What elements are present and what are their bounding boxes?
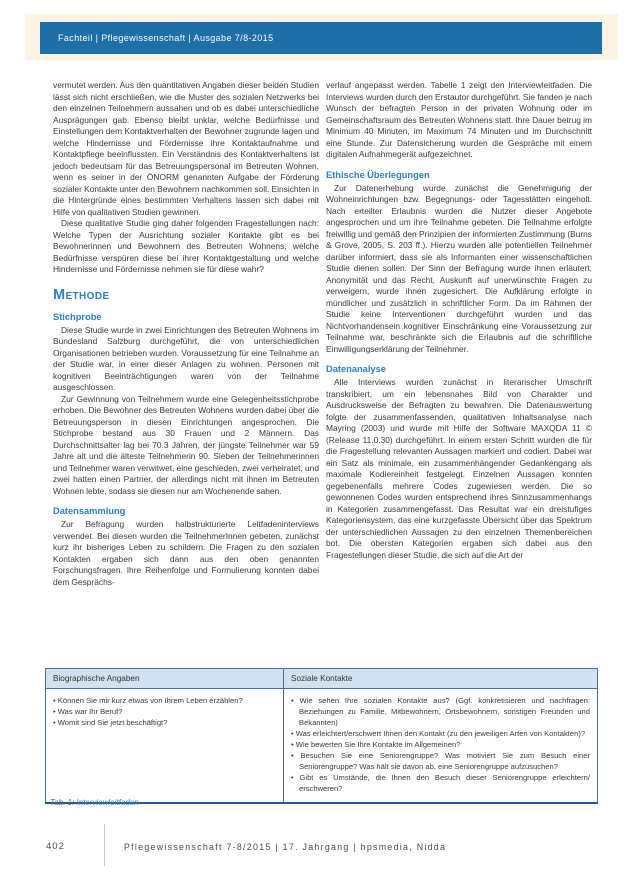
list-item: • Können Sie mir kurz etwas von Ihrem Leben erzählen? [53,695,276,706]
paragraph: Diese qualitative Studie ging daher folgenden Fragestellungen nach: Welche Typen der Ausrichtung sozialer Kontakte gibt es bei Bewohnerinnen und Bewohnern des Betreuten Wohnens, welche Bedürfnisse verspüren diese bei ihrer Kontaktgestaltung und welche Hindernisse und Fördernisse nehmen sie für diese wahr? [53,218,319,274]
footer-divider [104,824,105,866]
sub-heading-datenanalyse: Datenanalyse [326,364,386,374]
table-caption-label: Tab. 1: [50,798,75,807]
right-column [326,80,592,588]
left-column [53,80,319,588]
list-item: • Was war Ihr Beruf? [53,706,276,717]
sub-heading-datensammlung: Datensammlung [53,506,126,516]
paragraph: Zur Befragung wurden halbstrukturierte Leitfadeninterviews verwendet. Bei diesen wurden die TeilnehmerInnen gebeten, zunächst kurz ihr bisheriges Leben zu schildern. Die Fragen zu den sozialen Kontakten ergaben sich dann aus den oben genannten Forschungsfragen. Ihre Reihenfolge und Formulierung konnten dabei dem Gesprächs- [53,519,319,587]
table-header-row [46,669,598,689]
article-columns [53,80,592,588]
list-item: • Gibt es Umstände, die Ihnen den Besuch dieser Seniorengruppe erleichtern/ erschweren? [291,772,590,794]
paragraph: Alle Interviews wurden zunächst in literarischer Umschrift transkribiert, um ein lebensnahes Bild von Charakter und Ausdrucksweise der Befragten zu bewahren. Die Datenauswertung folgte der zusammenfassenden, qualitativen Inhaltsanalyse nach Mayring (2003) und wurde mit Hilfe der Software MAXQDA 11 © (Release 11.0.30) durchgeführt. In einem ersten Schritt wurden die für die Fragestellung relevanten Aussagen markiert und codiert. Dabei war ein Satz als minimale, ein zusammenhängender Gedankengang als maximale Kodiereinheit festgelegt. Einzelnen Aussagen konnten gegebenenfalls mehrere Codes zugewiesen werden. Die so gewonnenen Codes wurden entsprechend ihres Sinnzusammenhangs in Kategorien zusammengefasst. Das Resultat war ein dreistufiges Kategoriensystem, das eine kurzgefasste Übersicht über das Spektrum der unterschiedlichen Aussagen zu den einzelnen Themenbereichen bot. Die obersten Kategorien ergaben sich dabei aus den Fragestellungen dieser Studie, die sich auf die Art der [326,377,592,560]
list-item: • Was erleichtert/erschwert Ihnen den Kontakt (zu den jeweiligen Arten von Kontakten)? [291,728,590,739]
paragraph: Zur Gewinnung von Teilnehmern wurde eine Gelegenheitsstichprobe erhoben. Die Bewohner des Betreuten Wohnens wurden dabei über die Betreuungsperson in diesen Einrichtungen angesprochen. Die Stichprobe bestand aus 30 Frauen und 2 Männern. Das Durchschnittsalter lag bei 70.3 Jahren, der jüngste Teilnehmer war 59 Jahre alt und die älteste Teilnehmerin 90. Sieben der Teilnehmerinnen und Teilnehmer waren verwitwet, eine geschieden, zwei verheiratet, und zwei hatten einen Partner, der allerdings nicht mit ihnen im Betreuten Wohnen lebte, sodass sie diesen nur am Wochenende sahen. [53,393,319,496]
section-heading-methode: Methode [53,286,110,303]
table-header-soziale-kontakte: Soziale Kontakte [284,669,598,689]
table-caption-title: Interviewleitfaden [76,798,139,807]
table-caption [50,798,139,807]
header-bar-text: Fachteil | Pflegewissenschaft | Ausgabe 7/8-2015 [58,33,274,43]
interview-guide-table [45,668,598,804]
header-bar [40,22,602,54]
list-item: • Besuchen Sie eine Seniorengruppe? Was motiviert Sie zum Besuch einer Seniorengruppe? Was hält sie davon ab, eine Seniorengruppe aufzusuchen? [291,750,590,772]
paragraph: vermutet werden. Aus den quantitativen Angaben dieser beiden Studien lässt sich nicht erschließen, wie die Muster des sozialen Netzwerks bei den einzelnen Teilnehmern aussahen und ob es dabei unterschiedliche Ausprägungen gab. Ebenso bleibt unklar, welche Bedürfnisse und Einstellungen dem Kontaktverhalten der Bewohner zugrunde lagen und welche Hindernisse und Fördernisse ihre Kontaktaufnahme und Kontaktpflege beeinflussten. Ein Verständnis des Kontaktverhaltens ist jedoch bedeutsam für das Betreuungspersonal im Betreuten Wohnen, wenn es seiner in der ÖNORM genannten Aufgabe der Förderung sozialer Kontakte unter den Bewohnern nachkommen soll. Einsichten in die Hintergründe eines bestimmten Verhaltens lassen sich dabei mit Hilfe von qualitativen Studien gewinnen. [53,80,319,217]
question-list [53,695,276,728]
table-body-row [46,689,598,804]
paragraph: Diese Studie wurde in zwei Einrichtungen des Betreuten Wohnens im Bundesland Salzburg durchgeführt, die von unterschiedlichen Organisationen betrieben wurden. Voraussetzung für eine Teilnahme an der Studie war, in einer dieser Anlagen zu wohnen. Personen mit kognitiven Beeinträchtigungen waren von der Teilnahme ausgeschlossen. [53,324,319,392]
footer-page-number: 402 [46,841,65,852]
question-list [291,695,590,794]
paragraph: verlauf angepasst werden. Tabelle 1 zeigt den Interviewleitfaden. Die Interviews wurden durch den Erstautor durchgeführt. Sie fanden je nach Wunsch der befragten Person in der privaten Wohnung oder im Gemeinschaftsraum des Betreuten Wohnens statt. Ihre Dauer betrug im Minimum 40 Minuten, im Maximum 74 Minuten und im Durchschnitt eine Stunde. Zur Datensicherung wurden die Gespräche mit einem digitalen Aufnahmegerät aufgezeichnet. [326,80,592,159]
footer-journal-info: Pflegewissenschaft 7-8/2015 | 17. Jahrgang | hpsmedia, Nidda [124,842,447,852]
list-item: • Womit sind Sie jetzt beschäftigt? [53,717,276,728]
paragraph: Zur Datenerhebung wurde zunächst die Genehmigung der Wohneinrichtungen bzw. Begegnungs- oder Tagesstätten eingeholt. Nach erteilter Erlaubnis wurden die Nutzer dieser Angebote angesprochen und um ihre Teilnahme gebeten. Die Teilnahme erfolgte freiwillig und gemäß den Prinzipien der informierten Zustimmung (Burns & Grove, 2005, S. 203 ff.). Hierzu wurden alle potentiellen Teilnehmer darüber informiert, dass sie als Informanten einer wissenschaftlichen Studie dienen sollen. Der Sinn der Befragung wurde ihnen erläutert, Anonymität und das Recht, Auskunft auf unerwünschte Fragen zu verweigern, wurde ihnen zugesichert. Die Aufklärung erfolgte in mündlicher und zusätzlich in schriftlicher Form. Da im Rahmen der Studie keine Interventionen durchgeführt wurden und das Nichtvorhandensein kognitiver Einschränkung eine Voraussetzung zur Teilnahme war, beschränkte sich die Erlaubnis auf die schriftliche Einwilligungserklärung der Teilnehmer. [326,182,592,354]
table-header-biographische-angaben: Biographische Angaben [46,669,284,689]
list-item: • Wie sehen Ihre sozialen Kontakte aus? (Ggf. konkretisieren und nachfragen: Beziehungen zu Familie, Mitbewohnern, Ortsbewohnern, sonstigen Freunden und Bekannten) [291,695,590,728]
table-cell-soziale [284,689,598,804]
sub-heading-stichprobe: Stichprobe [53,311,102,322]
table-cell-biographische [46,689,284,804]
sub-heading-ethische-ueberlegungen: Ethische Überlegungen [326,169,430,180]
list-item: • Wie bewerten Sie Ihre Kontakte im Allgemeinen? [291,739,590,750]
